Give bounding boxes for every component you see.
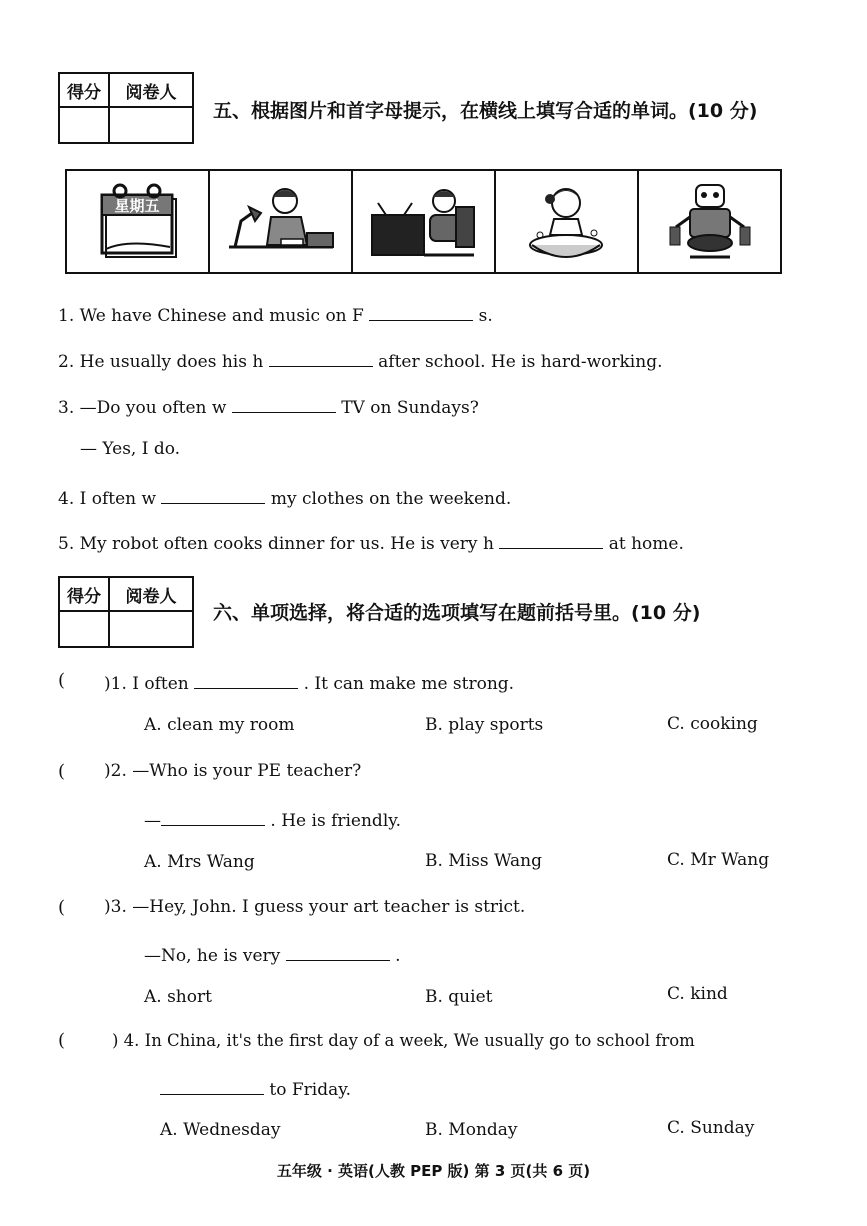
section5-q1 bbox=[58, 302, 493, 326]
answer-paren-q4[interactable]: ( bbox=[58, 1030, 66, 1051]
reviewer-label: 阅卷人 bbox=[109, 577, 193, 611]
section6-q2-line2 bbox=[144, 807, 401, 831]
answer-paren-q2[interactable]: ( bbox=[58, 761, 66, 782]
reviewer-cell[interactable] bbox=[109, 107, 193, 143]
q4-option-b[interactable]: B. Monday bbox=[425, 1120, 518, 1140]
q1-option-a[interactable]: A. clean my room bbox=[144, 715, 295, 735]
q2-suffix: after school. He is hard-working. bbox=[378, 352, 663, 372]
q4-tail: to Friday. bbox=[269, 1080, 352, 1100]
section6-q4-line2 bbox=[160, 1076, 351, 1100]
picture-strip bbox=[65, 169, 782, 274]
q3-prefix: —No, he is very bbox=[144, 946, 281, 966]
q2-text: 2. He usually does his h bbox=[58, 352, 264, 372]
q5-text: 5. My robot often cooks dinner for us. He is very h bbox=[58, 534, 494, 554]
q1-blank[interactable] bbox=[369, 302, 473, 321]
section5-title: 五、根据图片和首字母提示，在横线上填写合适的单词。(10 分) bbox=[213, 100, 758, 122]
answer-paren-q1[interactable]: ( bbox=[58, 670, 66, 691]
section5-q3-answer: — Yes, I do. bbox=[80, 439, 181, 459]
reviewer-cell[interactable] bbox=[109, 611, 193, 647]
q1-stem: )1. I often bbox=[104, 674, 189, 694]
q1-blank[interactable] bbox=[194, 670, 298, 689]
reviewer-label: 阅卷人 bbox=[109, 73, 193, 107]
q3-option-c[interactable]: C. kind bbox=[667, 984, 728, 1004]
q1-suffix: s. bbox=[478, 306, 493, 326]
watch-tv-boy-icon bbox=[353, 171, 496, 272]
score-cell[interactable] bbox=[59, 611, 109, 647]
score-box-section6 bbox=[58, 576, 194, 648]
section6-q4: ) 4. In China, it's the first day of a week, We usually go to school from bbox=[112, 1031, 695, 1050]
q4-option-a[interactable]: A. Wednesday bbox=[160, 1120, 281, 1140]
q3-text: 3. —Do you often w bbox=[58, 398, 227, 418]
q1-option-c[interactable]: C. cooking bbox=[667, 714, 758, 734]
cooking-robot-icon bbox=[639, 171, 780, 272]
q3-option-b[interactable]: B. quiet bbox=[425, 987, 493, 1007]
q3-tail: . bbox=[395, 946, 401, 966]
q2-tail: . He is friendly. bbox=[270, 811, 402, 831]
q2-option-a[interactable]: A. Mrs Wang bbox=[144, 852, 255, 872]
calendar-day-text: 星期五 bbox=[113, 196, 160, 215]
page-footer: 五年级 · 英语(人教 PEP 版) 第 3 页(共 6 页) bbox=[276, 1162, 591, 1180]
q3-blank[interactable] bbox=[232, 394, 336, 413]
q3-blank[interactable] bbox=[286, 942, 390, 961]
section5-q5 bbox=[58, 530, 684, 554]
q4-blank[interactable] bbox=[161, 485, 265, 504]
section5-q2 bbox=[58, 348, 662, 372]
answer-paren-q3[interactable]: ( bbox=[58, 897, 66, 918]
section5-q4 bbox=[58, 485, 511, 509]
q1-tail: . It can make me strong. bbox=[303, 674, 515, 694]
q2-option-c[interactable]: C. Mr Wang bbox=[667, 850, 770, 870]
q5-blank[interactable] bbox=[499, 530, 603, 549]
score-box-section5 bbox=[58, 72, 194, 144]
section6-q3: )3. —Hey, John. I guess your art teacher is strict. bbox=[104, 897, 526, 917]
q2-dash: — bbox=[144, 811, 161, 831]
q4-option-c[interactable]: C. Sunday bbox=[667, 1118, 755, 1138]
washing-girl-icon bbox=[496, 171, 639, 272]
q2-blank[interactable] bbox=[161, 807, 265, 826]
score-label: 得分 bbox=[59, 73, 109, 107]
section6-q3-line2 bbox=[144, 942, 401, 966]
q1-option-b[interactable]: B. play sports bbox=[425, 715, 544, 735]
score-cell[interactable] bbox=[59, 107, 109, 143]
section6-q1 bbox=[104, 670, 514, 694]
calendar-icon bbox=[67, 171, 210, 272]
homework-boy-icon bbox=[210, 171, 353, 272]
score-label: 得分 bbox=[59, 577, 109, 611]
q3-option-a[interactable]: A. short bbox=[144, 987, 212, 1007]
q5-suffix: at home. bbox=[608, 534, 684, 554]
q2-blank[interactable] bbox=[269, 348, 373, 367]
section6-q2: )2. —Who is your PE teacher? bbox=[104, 761, 362, 781]
q4-text: 4. I often w bbox=[58, 489, 157, 509]
q4-blank[interactable] bbox=[160, 1076, 264, 1095]
q3-suffix: TV on Sundays? bbox=[341, 398, 479, 418]
section6-title: 六、单项选择，将合适的选项填写在题前括号里。(10 分) bbox=[213, 602, 701, 624]
q4-suffix: my clothes on the weekend. bbox=[270, 489, 512, 509]
q2-option-b[interactable]: B. Miss Wang bbox=[425, 851, 542, 871]
section5-q3 bbox=[58, 394, 479, 418]
q1-text: 1. We have Chinese and music on F bbox=[58, 306, 364, 326]
